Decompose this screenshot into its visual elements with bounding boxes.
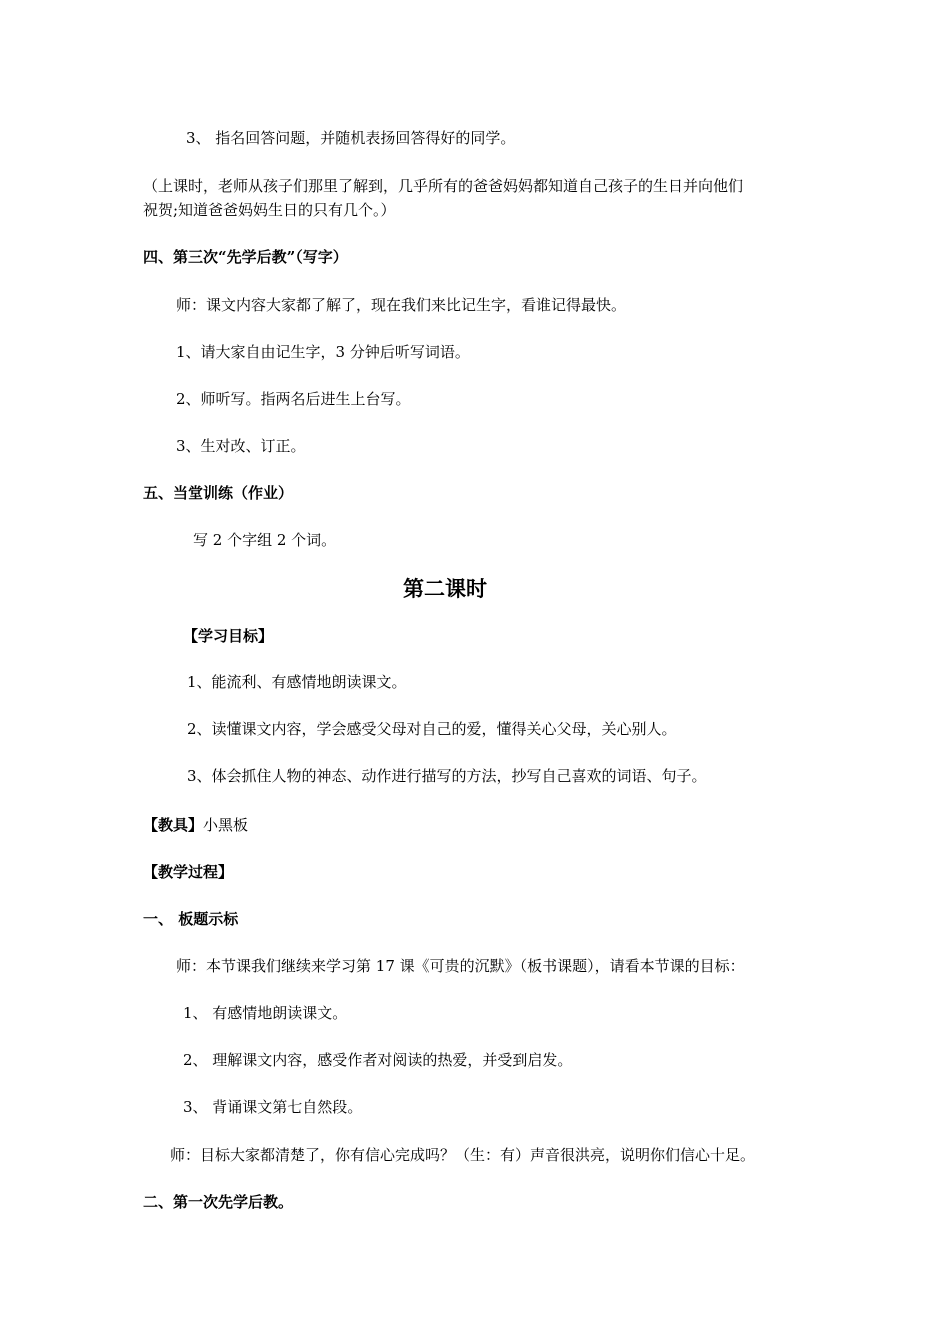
note-line-1: （上课时，老师从孩子们那里了解到，几乎所有的爸爸妈妈都知道自己孩子的生日并向他们	[143, 177, 744, 195]
goal-2: 2、读懂课文内容，学会感受父母对自己的爱，懂得关心父母，关心别人。	[187, 720, 677, 738]
line-answer-praise: 3、 指名回答问题，并随机表扬回答得好的同学。	[186, 129, 516, 147]
step-1-confidence-line: 师：目标大家都清楚了，你有信心完成吗？（生：有）声音很洪亮，说明你们信心十足。	[170, 1146, 756, 1164]
step-1-goal-2: 2、 理解课文内容，感受作者对阅读的热爱，并受到启发。	[183, 1051, 573, 1069]
tools-line	[143, 815, 248, 835]
step-2-heading: 二、第一次先学后教。	[143, 1193, 294, 1211]
heading-section-4: 四、第三次“先学后教”（写字）	[143, 248, 348, 266]
goals-heading: 【学习目标】	[183, 627, 274, 645]
step-1-goal-1: 1、 有感情地朗读课文。	[183, 1004, 348, 1022]
tools-heading: 【教具】	[143, 816, 204, 834]
note-line-2: 祝贺;知道爸爸妈妈生日的只有几个。）	[143, 201, 396, 219]
teacher-line-4: 师：课文内容大家都了解了，现在我们来比记生字，看谁记得最快。	[176, 296, 627, 314]
step-1-goal-3: 3、 背诵课文第七自然段。	[183, 1098, 363, 1116]
step-1-heading: 一、 板题示标	[143, 910, 239, 928]
process-heading: 【教学过程】	[143, 863, 234, 881]
goal-3: 3、体会抓住人物的神态、动作进行描写的方法，抄写自己喜欢的词语、句子。	[187, 767, 707, 785]
step-4-3: 3、生对改、订正。	[176, 437, 306, 455]
heading-section-5: 五、当堂训练（作业）	[143, 484, 294, 502]
tools-value: 小黑板	[203, 816, 249, 834]
step-1-teacher-line: 师：本节课我们继续来学习第 17 课《可贵的沉默》（板书课题），请看本节课的目标：	[176, 957, 745, 975]
step-4-1: 1、请大家自由记生字，3 分钟后听写词语。	[176, 343, 470, 361]
homework-line: 写 2 个字组 2 个词。	[193, 531, 337, 549]
goal-1: 1、能流利、有感情地朗读课文。	[187, 673, 407, 691]
step-4-2: 2、师听写。指两名后进生上台写。	[176, 390, 411, 408]
page-title: 第二课时	[403, 576, 487, 601]
